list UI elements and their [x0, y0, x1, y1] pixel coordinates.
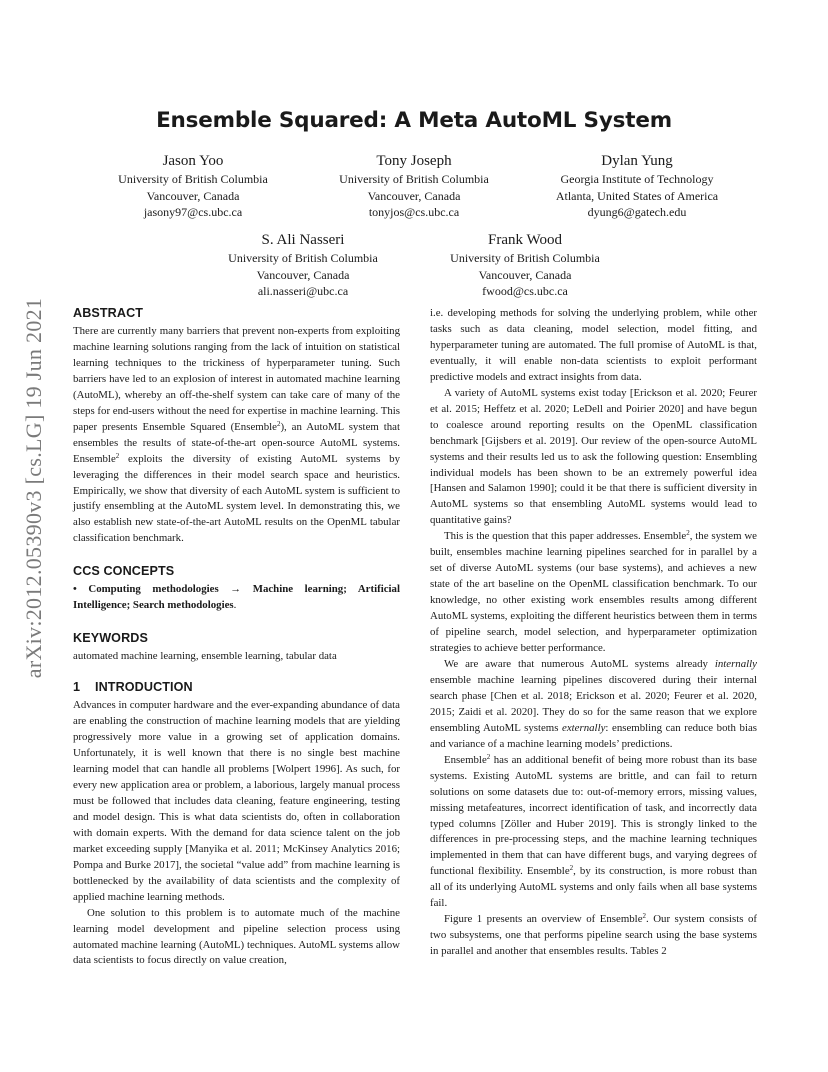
author-location: Vancouver, Canada: [146, 188, 240, 203]
author-location: Atlanta, United States of America: [555, 188, 719, 203]
intro-heading: 1 INTRODUCTION: [73, 680, 193, 695]
author-name: Frank Wood: [488, 232, 562, 248]
arxiv-stamp-text: arXiv:2012.05390v3 [cs.LG] 19 Jun 2021: [21, 297, 46, 678]
author-block-3: [524, 152, 750, 221]
author-name: Jason Yoo: [162, 153, 224, 169]
author-affiliation: University of British Columbia: [228, 251, 378, 265]
intro-paragraph-1: Advances in computer hardware and the ever-expanding abundance of data are enabling the construction of machine learning models that are yielding progressively more value in a growing set of application domains. Unfortunately, it is well known that there is no single best machine learning model that can handle all problems [Wolpert 1996]. As such, for every new application area or problem, a laborious, largely manual process must be followed that includes data cleaning, feature engineering, testing and model design. This is what data scientists do, often in collaboration with domain experts. With the demand for data science talent on the job market exceeding supply [Manyika et al. 2011; McKinsey Analytics 2016; Pompa and Burke 2017], the societal “value add” from machine learning is bottlenecked by the availability of data scientists and the complexity of applied machine learning methods.: [73, 699, 400, 903]
author-affiliation: Georgia Institute of Technology: [560, 172, 714, 186]
ccs-text: • Computing methodologies → Machine learning; Artificial Intelligence; Search methodologies.: [73, 583, 400, 612]
author-location: Vancouver, Canada: [478, 267, 572, 282]
author-email: tonyjos@cs.ubc.ca: [368, 205, 460, 220]
author-block-1: [98, 152, 288, 221]
intro-paragraph-4: This is the question that this paper addresses. Ensemble$^2$, the system we built, ensembles machine learning pipelines searched for in parallel by a set of diverse AutoML systems (our base systems), and achieves a new state of the art baseline on the OpenML classification benchmark. To our knowledge, no other existing work ensembles results among different AutoML systems, exploiting the different heuristics between them in terms of pipeline search, model selection, and hyperparameter optimization strategies to achieve better performance.: [430, 529, 757, 655]
section-number: 1: [73, 680, 81, 695]
author-email: fwood@cs.ubc.ca: [482, 284, 568, 299]
intro-paragraph-5: We are aware that numerous AutoML systems already internally ensemble machine learning pipelines discovered during their internal search phase [Chen et al. 2018; Erickson et al. 2020; Feurer et al. 2020, 2015; Zaidi et al. 2020]. They do so for the same reason that we explore ensembling AutoML systems externally: ensembling can reduce both bias and variance of a machine learning models’ predictions.: [430, 657, 758, 750]
ccs-heading: CCS CONCEPTS: [73, 564, 175, 579]
author-block-2: [314, 152, 514, 221]
left-column: [73, 305, 400, 969]
author-block-5: [428, 231, 622, 300]
author-name: Tony Joseph: [376, 153, 452, 169]
author-email: dyung6@gatech.edu: [587, 205, 687, 220]
author-name: S. Ali Nasseri: [261, 232, 345, 248]
right-column: [430, 306, 757, 960]
paper-title: Ensemble Squared: A Meta AutoML System: [156, 108, 672, 133]
keywords-heading: KEYWORDS: [73, 631, 148, 646]
keywords-text: automated machine learning, ensemble learning, tabular data: [73, 650, 337, 663]
abstract-text: There are currently many barriers that prevent non-experts from exploiting machine learning solutions ranging from the lack of intuition on statistical learning techniques to the trickiness of hyperparameter tuning. Such barriers have led to an explosion of interest in automated machine learning (AutoML), whereby an off-the-shelf system can take care of many of the steps for end-users without the need for expertise in machine learning. This paper presents Ensemble Squared (Ensemble$^2$), an AutoML system that ensembles the results of state-of-the-art open-source AutoML systems. Ensemble$^2$ exploits the diversity of existing AutoML systems by leveraging the differences in their model search space and heuristics. Empirically, we show that diversity of each AutoML system is sufficient to justify ensembling at the AutoML system level. In demonstrating this, we also establish new state-of-the-art AutoML results on the OpenML tabular classification benchmark.: [73, 325, 400, 545]
author-location: Vancouver, Canada: [367, 188, 461, 203]
intro-paragraph-continued: i.e. developing methods for solving the underlying problem, while other tasks such as data cleaning, model selection, model fitting, and hyperparameter tuning are automated. The full promise of AutoML is that, eventually, it will enable non-data scientists to exploit performant predictive models and extract insights from data.: [430, 307, 757, 383]
intro-paragraph-7: Figure 1 presents an overview of Ensemble$^2$. Our system consists of two subsystems, one that performs pipeline search using the base systems in parallel and another that ensembles results. Tables 2: [430, 912, 757, 958]
author-name: Dylan Yung: [601, 153, 673, 169]
author-email: jasony97@cs.ubc.ca: [143, 205, 243, 220]
author-affiliation: University of British Columbia: [450, 251, 600, 265]
intro-paragraph-6: Ensemble$^2$ has an additional benefit of being more robust than its base systems. Existing AutoML systems are brittle, and can fail to return solutions on some datasets due to: out-of-memory errors, missing values, missing metafeatures, incorrect identification of task, and incorrectly data typed columns [Zöller and Huber 2019]. This is strongly linked to the differences in pre-processing steps, and the machine learning techniques implemented in them that can have different bugs, and varying degrees of functional flexibility. Ensemble$^2$, by its construction, is more robust than all of its underlying AutoML systems and only fails when all base systems fail.: [430, 752, 758, 910]
abstract-heading: ABSTRACT: [73, 306, 144, 320]
author-affiliation: University of British Columbia: [118, 172, 268, 186]
author-location: Vancouver, Canada: [256, 267, 350, 282]
intro-paragraph-2: One solution to this problem is to automate much of the machine learning model development and pipeline selection process using automated machine learning (AutoML) techniques. AutoML systems allow data scientists to focus directly on value creation,: [73, 906, 400, 967]
author-affiliation: University of British Columbia: [339, 172, 489, 186]
intro-paragraph-3: A variety of AutoML systems exist today [Erickson et al. 2020; Feurer et al. 2015; Heffetz et al. 2020; LeDell and Poirier 2020] and have begun to coalesce around reporting results on the OpenML classification benchmark [Gijsbers et al. 2019]. Our review of the open-source AutoML systems and their results led us to ask the following question: Ensembling individual models has been shown to be an extremely powerful idea [Hansen and Salamon 1990]; could it be that there is sufficient diversity in AutoML systems so that ensembling AutoML systems would lead to quantitative gains?: [430, 386, 757, 527]
arxiv-stamp: [14, 295, 54, 680]
author-email: ali.nasseri@ubc.ca: [257, 284, 349, 299]
author-block-4: [208, 231, 398, 300]
